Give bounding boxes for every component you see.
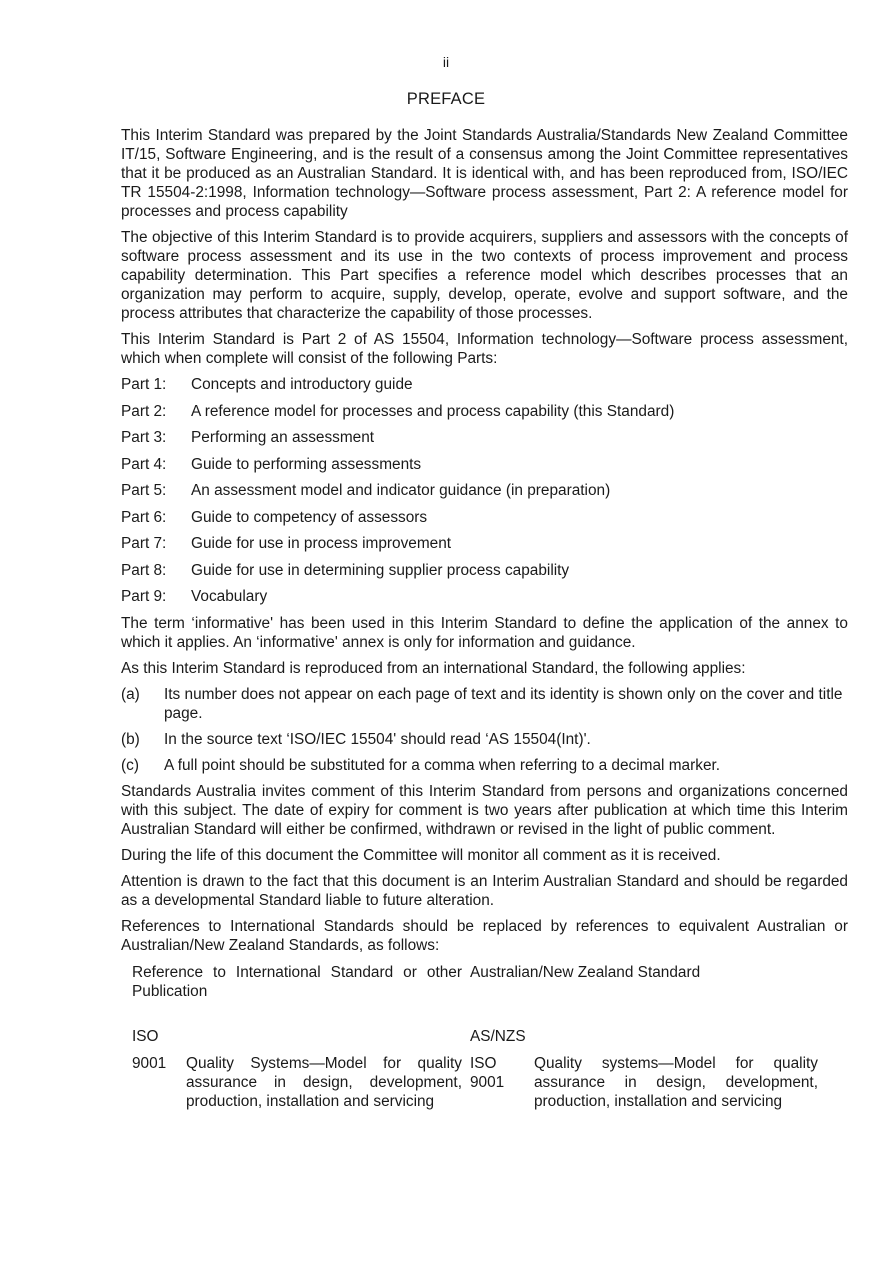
part-number: Part 6: <box>121 508 167 526</box>
part-number: Part 8: <box>121 561 167 579</box>
part-number: Part 4: <box>121 455 167 473</box>
note-text: Its number does not appear on each page of text and its identity is shown only on the cover and title page. <box>164 685 843 722</box>
part-title: Guide for use in process improvement <box>191 535 452 552</box>
note-text: In the source text ‘ISO/IEC 15504' should read ‘AS 15504(Int)'. <box>164 730 591 748</box>
note-key: (a) <box>121 685 140 703</box>
part-number: Part 2: <box>121 402 167 420</box>
part-number: Part 9: <box>121 588 167 605</box>
header-international: Reference to International Standard or other Publication <box>132 963 462 1000</box>
document-body <box>121 126 848 1111</box>
list-item <box>121 685 848 723</box>
part-number: Part 3: <box>121 429 167 446</box>
page-number: ii <box>442 54 450 70</box>
part-number: Part 5: <box>121 482 167 499</box>
intro-paragraph-parts: This Interim Standard is Part 2 of AS 15504, Information technology—Software process assessment, which when complete will consist of the following Parts: <box>121 331 848 367</box>
list-item <box>121 561 848 580</box>
applies-paragraph: As this Interim Standard is reproduced from an international Standard, the following applies: <box>121 659 746 677</box>
preface-heading: PREFACE <box>406 90 486 108</box>
list-item <box>121 428 848 447</box>
list-item <box>121 756 848 775</box>
monitor-paragraph: During the life of this document the Committee will monitor all comment as it is received. <box>121 846 721 864</box>
subheader-iso: ISO <box>132 1027 159 1045</box>
international-code: 9001 <box>132 1054 167 1072</box>
comment-paragraph: Standards Australia invites comment of this Interim Standard from persons and organizations concerned with this subject. The date of expiry for comment is two years after publication at which time this Interim Australian Standard will either be confirmed, withdrawn or revised in the light of public comment. <box>121 782 848 838</box>
note-key: (b) <box>121 730 140 748</box>
list-item <box>121 587 848 606</box>
note-key: (c) <box>121 756 139 774</box>
informative-paragraph: The term ‘informative' has been used in this Interim Standard to define the application of the annex to which it applies. An ‘informative' annex is only for information and guidance. <box>121 614 848 651</box>
list-item <box>121 402 848 421</box>
references-paragraph: References to International Standards should be replaced by references to equivalent Australian or Australian/New Zealand Standards, as follows: <box>121 917 848 954</box>
part-title: Guide to competency of assessors <box>191 508 428 526</box>
part-title: Performing an assessment <box>191 429 375 446</box>
part-number: Part 7: <box>121 535 167 552</box>
note-text: A full point should be substituted for a comma when referring to a decimal marker. <box>164 756 721 774</box>
list-item <box>121 375 848 394</box>
list-item <box>121 534 848 553</box>
notes-list <box>121 685 848 775</box>
international-description: Quality Systems—Model for quality assurance in design, development, production, installation and servicing <box>186 1054 462 1110</box>
intro-paragraph-objective: The objective of this Interim Standard is to provide acquirers, suppliers and assessors with the concepts of software process assessment and its use in the two contexts of process improvement and process capability determination. This Part specifies a reference model which describes processes that an organization may perform to acquire, supply, develop, operate, evolve and support software, and the process attributes that characterize the capability of those processes. <box>121 229 848 322</box>
intro-paragraph-prepared: This Interim Standard was prepared by the Joint Standards Australia/Standards New Zealand Committee IT/15, Software Engineering, and is the result of a consensus among the Joint Committee representatives that it be produced as an Australian Standard. It is identical with, and has been reproduced from, ISO/IEC TR 15504-2:1998, Information technology—Software process assessment, Part 2: A reference model for processes and process capability <box>121 127 848 220</box>
national-code: ISO 9001 <box>470 1054 505 1091</box>
list-item <box>121 481 848 500</box>
list-item <box>121 730 848 749</box>
reference-table-subheader <box>132 1027 822 1046</box>
part-number: Part 1: <box>121 376 167 393</box>
part-title: Concepts and introductory guide <box>191 376 413 393</box>
reference-table-header <box>132 963 822 1001</box>
table-row <box>132 1054 822 1111</box>
reference-table <box>132 963 822 1111</box>
list-item <box>121 508 848 527</box>
header-national: Australian/New Zealand Standard <box>470 963 701 981</box>
part-title: Guide for use in determining supplier process capability <box>191 561 570 579</box>
list-item <box>121 455 848 474</box>
part-title: An assessment model and indicator guidance (in preparation) <box>191 482 611 499</box>
subheader-asnzs: AS/NZS <box>470 1027 526 1045</box>
part-title: Guide to performing assessments <box>191 455 422 473</box>
attention-paragraph: Attention is drawn to the fact that this document is an Interim Australian Standard and should be regarded as a developmental Standard liable to future alteration. <box>121 872 848 909</box>
national-description: Quality systems—Model for quality assurance in design, development, production, installation and servicing <box>534 1054 818 1110</box>
parts-list <box>121 375 848 606</box>
part-title: Vocabulary <box>191 588 268 605</box>
part-title: A reference model for processes and process capability (this Standard) <box>191 402 675 420</box>
